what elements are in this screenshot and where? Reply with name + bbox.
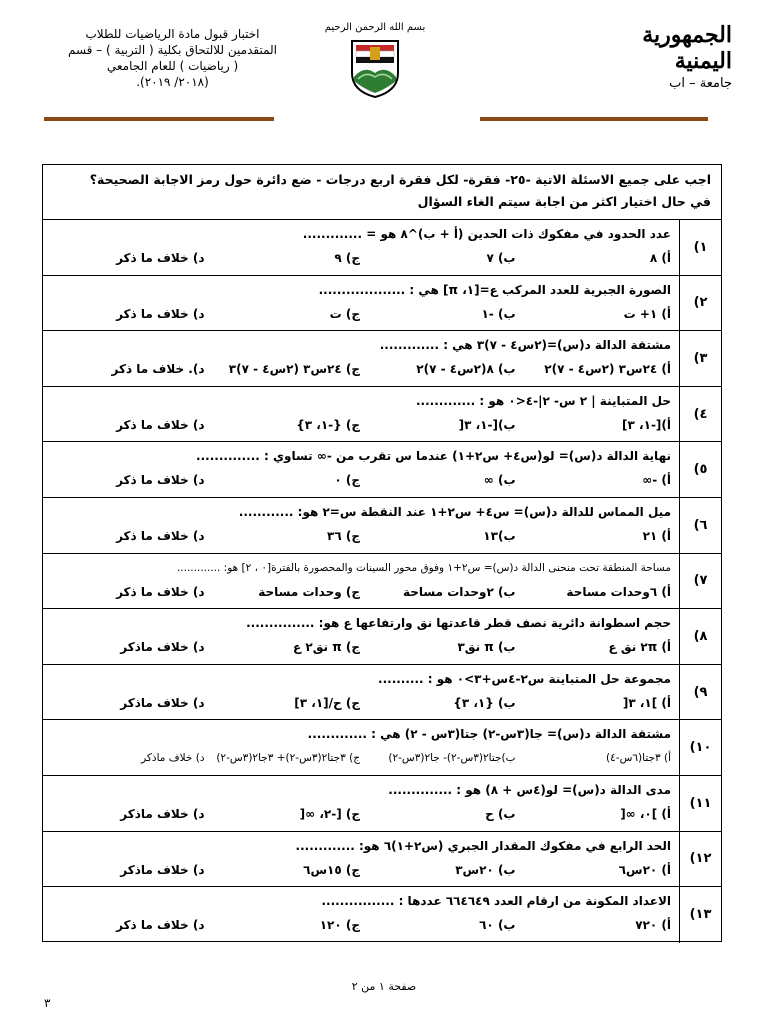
option-c: ج) ٣جتا٢(٣س-٢)+ ٣جا٢(٣س-٢) — [216, 752, 360, 765]
option-d: د). خلاف ما ذكر — [111, 362, 205, 377]
option-d: د) خلاف ما ذكر — [116, 528, 205, 543]
question-table — [42, 164, 722, 942]
question-row-3 — [43, 331, 721, 387]
header-left — [40, 26, 305, 90]
question-text: مساحة المنطقة تحت منحنى الدالة د(س)= س٢+١ وفوق محور السينات والمحصورة بالفترة[٠ ، ٢] هو: ............. — [176, 561, 671, 574]
question-row-12 — [43, 832, 721, 888]
option-b: ب) {١، ٣} — [453, 695, 516, 710]
option-c: ج) ٢٤س٣ (٢س٤ - ٧)٣ — [228, 362, 360, 377]
option-d: د) خلاف ما ذكر — [116, 251, 205, 265]
option-c: ج) ٣٦ — [327, 528, 360, 543]
option-d: د) خلاف ماذكر — [120, 862, 205, 877]
question-number: ٩) — [679, 665, 721, 720]
instruction-line-1: اجب على جميع الاسئلة الاتية -٢٥- فقرة- لكل فقرة اربع درجات - ضع دائرة حول رمز الاجابة الصحيحة؟ — [89, 172, 711, 187]
question-row-4 — [43, 387, 721, 443]
option-b: ب)١٣ — [483, 528, 516, 543]
question-text: الصورة الجبرية للعدد المركب ع=[١، π] هي : ................... — [318, 282, 671, 297]
option-d: د) خلاف ماذكر — [120, 640, 205, 655]
question-text: ميل المماس للدالة د(س)= س٤+ س٢+١ عند النقطة س=٢ هو: ............ — [238, 504, 671, 519]
option-d: د) خلاف ماذكر — [141, 752, 205, 765]
header-rule-left — [44, 117, 274, 121]
question-text: حجم اسطوانة دائرية نصف قطر قاعدتها نق وارتفاعها ع هو: ............... — [246, 616, 671, 631]
header-rule-right — [480, 117, 708, 121]
question-row-1 — [43, 220, 721, 276]
option-a: أ) -∞ — [642, 473, 671, 488]
option-a: أ)[-١، ٣] — [622, 417, 671, 432]
option-a: أ) ٨ — [649, 251, 671, 265]
option-b: ب) ٧ — [486, 251, 516, 265]
question-text: نهاية الدالة د(س)= لو(س٤+ س٢+١) عندما س تقرب من -∞ تساوي : .............. — [196, 449, 671, 464]
question-text: الحد الرابع في مفكوك المقدار الجبري (س٢+١)٦ هو: ............. — [295, 838, 671, 853]
option-c: ج) π نق٢ ع — [292, 640, 360, 655]
option-d: د) خلاف ما ذكر — [116, 473, 205, 488]
question-row-7 — [43, 554, 721, 610]
yemen-emblem-icon — [344, 37, 406, 99]
question-text: مجموعة حل المتباينة س٢-٤س+٣>٠ هو : .......... — [378, 671, 671, 686]
question-row-10 — [43, 720, 721, 776]
option-c: ج) وحدات مساحة — [258, 584, 360, 599]
question-row-11 — [43, 776, 721, 832]
option-d: د) خلاف ما ذكر — [116, 584, 205, 599]
option-c: ج) ح/[١، ٣] — [294, 695, 360, 710]
question-number: ١) — [679, 220, 721, 275]
option-c: ج) ت — [329, 306, 360, 321]
exam-line-1: اختبار قبول مادة الرياضيات للطلاب — [85, 27, 260, 41]
question-row-2 — [43, 276, 721, 332]
exam-line-3: ( رياضيات ) للعام الجامعي — [106, 59, 239, 73]
header-center — [320, 22, 430, 99]
option-d: د) خلاف ما ذكر — [116, 306, 205, 321]
option-a: أ) ٢٠س٦ — [618, 862, 671, 877]
university-name: جامعة – اب — [669, 76, 732, 91]
option-b: ب) ٢٠س٣ — [455, 862, 516, 877]
question-text: الاعداد المكونة من ارقام العدد ٦٦٤٦٤٩ عددها : ................ — [321, 894, 671, 909]
question-number: ٤) — [679, 387, 721, 442]
option-b: ب) ح — [485, 806, 516, 821]
basmala: بسم الله الرحمن الرحيم — [324, 22, 426, 33]
question-text: مدى الدالة د(س)= لو(٤س + ٨) هو : .............. — [388, 782, 671, 797]
option-d: د) خلاف ما ذكر — [116, 918, 205, 933]
exam-line-4: (٢٠١٨/ ٢٠١٩). — [136, 75, 209, 89]
option-b: ب) -١ — [481, 306, 516, 321]
option-c: ج) ١٢٠ — [319, 918, 360, 933]
option-b: ب) π نق٣ — [457, 640, 516, 655]
question-number: ٨) — [679, 609, 721, 664]
option-b: ب)جتا٢(٣س-٢)- جا٢(٣س-٢) — [388, 752, 516, 765]
question-row-13 — [43, 887, 721, 943]
option-a: أ) ٧٢٠ — [635, 918, 671, 933]
question-row-5 — [43, 442, 721, 498]
instruction-line-2: في حال اختيار اكثر من اجابة سيتم الغاء السؤال — [417, 194, 711, 209]
question-text: حل المتباينة | ٢ س- ٢|-٤<٠ هو : ............. — [415, 393, 671, 408]
option-d: د) خلاف ماذكر — [120, 695, 205, 710]
exam-line-2: المتقدمين للالتحاق بكلية ( التربية ) – قسم — [67, 43, 278, 57]
page-number: صفحة ١ من ٢ — [351, 980, 417, 993]
question-number: ١١) — [679, 776, 721, 831]
instructions — [43, 165, 721, 220]
header-right — [582, 22, 732, 91]
question-number: ٣) — [679, 331, 721, 386]
question-number: ٢) — [679, 276, 721, 331]
option-a: أ) ٦وحدات مساحة — [566, 584, 671, 599]
option-d: د) خلاف ما ذكر — [116, 417, 205, 432]
option-a: أ) ٢π نق ع — [608, 640, 671, 655]
question-row-8 — [43, 609, 721, 665]
question-number: ١٠) — [679, 720, 721, 775]
question-number: ١٢) — [679, 832, 721, 887]
option-a: أ) ١+ ت — [623, 306, 671, 321]
question-row-6 — [43, 498, 721, 554]
option-a: أ) ٣جتا(٦س-٤) — [606, 752, 671, 765]
republic-title: الجمهورية اليمنية — [642, 22, 732, 74]
question-number: ١٣) — [679, 887, 721, 943]
question-number: ٥) — [679, 442, 721, 497]
option-c: ج) {-١، ٣} — [296, 417, 360, 432]
option-a: أ) ٢١ — [642, 528, 671, 543]
question-text: مشتقة الدالة د(س)= جا(٣س-٢) جتا(٣س - ٢) هي : ............. — [307, 727, 671, 742]
option-b: ب) ∞ — [483, 473, 516, 488]
option-a: أ) ]١، ٣[ — [622, 695, 671, 710]
option-b: ب) ٨(٢س٤ - ٧)٢ — [416, 362, 516, 377]
option-c: ج) ٠ — [334, 473, 360, 488]
question-row-9 — [43, 665, 721, 721]
question-number: ٦) — [679, 498, 721, 553]
question-number: ٧) — [679, 554, 721, 609]
option-b: ب)[-١، ٣[ — [458, 417, 516, 432]
option-a: أ) ]٠، ∞[ — [620, 806, 671, 821]
question-text: مشتقة الدالة د(س)=(٢س٤ - ٧)٣ هي : ............. — [379, 338, 671, 353]
option-c: ج) ٩ — [334, 251, 360, 265]
question-text: عدد الحدود في مفكوك ذات الحدين (أ + ب)^٨ هو = ............. — [302, 227, 671, 241]
option-c: ج) [-٢، ∞[ — [299, 806, 360, 821]
option-b: ب) ٦٠ — [479, 918, 516, 933]
option-d: د) خلاف ماذكر — [120, 806, 205, 821]
option-a: أ) ٢٤س٣ (٢س٤ - ٧)٢ — [544, 362, 671, 377]
option-c: ج) ١٥س٦ — [303, 862, 360, 877]
corner-mark: ٣ — [44, 996, 51, 1010]
option-b: ب) ٢وحدات مساحة — [402, 584, 516, 599]
